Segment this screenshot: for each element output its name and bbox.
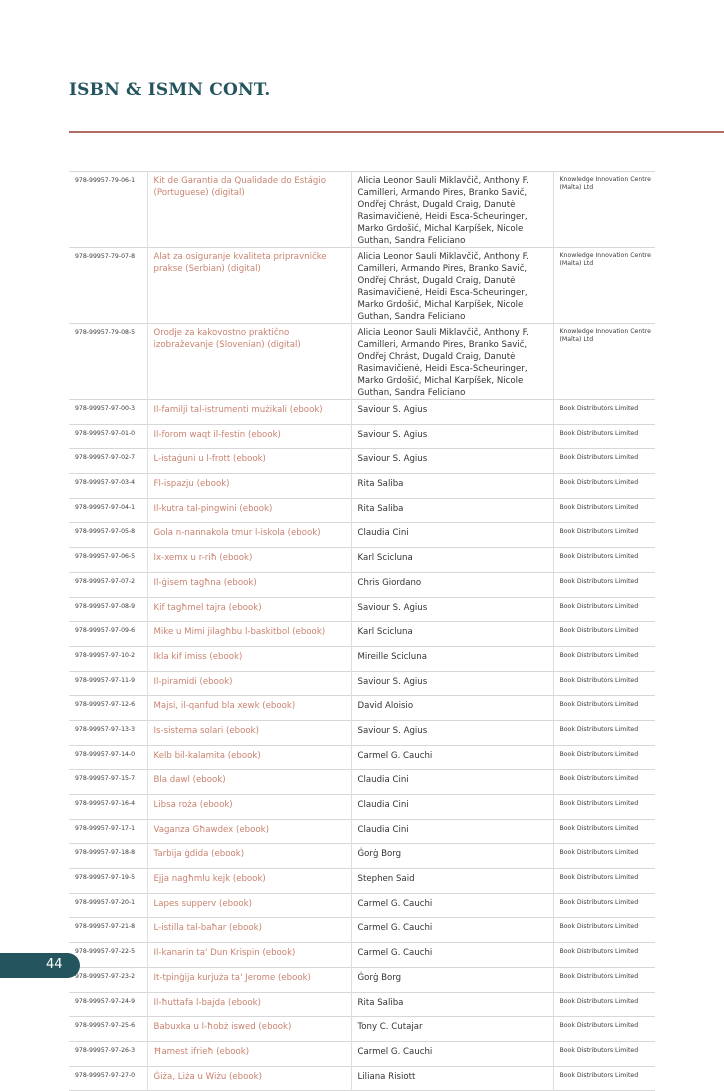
author-name: David Aloisio xyxy=(351,696,553,721)
publisher-name: Book Distributors Limited xyxy=(553,1017,655,1042)
book-title: Majsi, il-qanfud bla xewk (ebook) xyxy=(147,696,351,721)
publisher-name: Book Distributors Limited xyxy=(553,671,655,696)
isbn-number: 978-99957-97-00-3 xyxy=(75,405,136,412)
book-title: Il-kanarin ta' Dun Krispin (ebook) xyxy=(147,943,351,968)
isbn-number: 978-99957-79-08-5 xyxy=(75,329,136,336)
isbn-number: 978-99957-97-02-7 xyxy=(75,454,136,462)
book-title: Kif tagħmel tajra (ebook) xyxy=(147,597,351,622)
author-name: Mireille Scicluna xyxy=(351,646,553,671)
publisher-name: Book Distributors Limited xyxy=(553,1041,655,1066)
publisher-name: Book Distributors Limited xyxy=(553,844,655,869)
isbn-number: 978-99957-97-27-0 xyxy=(75,1071,136,1079)
table-row xyxy=(69,572,655,597)
author-name: Ġorġ Borg xyxy=(351,967,553,992)
isbn-number: 978-99957-97-09-6 xyxy=(75,627,136,635)
table-row xyxy=(69,844,655,869)
isbn-number: 978-99957-79-07-8 xyxy=(75,253,136,260)
isbn-table xyxy=(69,171,655,1091)
table-row xyxy=(69,548,655,573)
author-name: Alicia Leonor Sauli Miklavčič, Anthony F. Camilleri, Armando Pires, Branko Savič, Ondřej Chrást, Dugald Craig, Danutė Rasimavičienė, Heidi Esca-Scheuringer, Marko Grdošić, Michal Karpíšek, Nicole Guthan, Sandra Feliciano xyxy=(351,248,553,324)
author-name: Carmel G. Cauchi xyxy=(351,1041,553,1066)
isbn-number: 978-99957-97-19-5 xyxy=(75,874,136,882)
publisher-name: Book Distributors Limited xyxy=(553,1066,655,1091)
publisher-name: Book Distributors Limited xyxy=(553,474,655,499)
author-name: Tony C. Cutajar xyxy=(351,1017,553,1042)
publisher-name: Book Distributors Limited xyxy=(553,548,655,573)
table-row xyxy=(69,1017,655,1042)
book-title: Tarbija ġdida (ebook) xyxy=(147,844,351,869)
publisher-name: Book Distributors Limited xyxy=(553,696,655,721)
publisher-name: Knowledge Innovation Centre (Malta) Ltd xyxy=(553,172,655,248)
isbn-number: 978-99957-97-04-1 xyxy=(75,503,136,511)
publisher-name: Book Distributors Limited xyxy=(553,720,655,745)
book-title: Gola n-nannakola tmur l-iskola (ebook) xyxy=(147,523,351,548)
author-name: Alicia Leonor Sauli Miklavčič, Anthony F. Camilleri, Armando Pires, Branko Savič, Ondřej Chrást, Dugald Craig, Danutė Rasimavičienė, Heidi Esca-Scheuringer, Marko Grdošić, Michal Karpíšek, Nicole Guthan, Sandra Feliciano xyxy=(351,172,553,248)
publisher-name: Book Distributors Limited xyxy=(553,893,655,918)
book-title: Il-forom waqt il-festin (ebook) xyxy=(147,424,351,449)
book-title: Ħamest ifrieħ (ebook) xyxy=(147,1041,351,1066)
publisher-name: Book Distributors Limited xyxy=(553,498,655,523)
author-name: Rita Saliba xyxy=(351,498,553,523)
isbn-number: 978-99957-79-06-1 xyxy=(75,177,136,184)
author-name: Claudia Cini xyxy=(351,819,553,844)
publisher-name: Book Distributors Limited xyxy=(553,795,655,820)
book-title: It-tpinġija kurjuża ta' Jerome (ebook) xyxy=(147,967,351,992)
isbn-number: 978-99957-97-25-6 xyxy=(75,1022,136,1030)
isbn-number: 978-99957-97-18-8 xyxy=(75,849,136,857)
isbn-number: 978-99957-97-06-5 xyxy=(75,553,136,561)
table-row xyxy=(69,696,655,721)
isbn-number: 978-99957-97-21-8 xyxy=(75,923,136,931)
publisher-name: Book Distributors Limited xyxy=(553,967,655,992)
publisher-name: Book Distributors Limited xyxy=(553,646,655,671)
book-title: L-istilla tal-baħar (ebook) xyxy=(147,918,351,943)
author-name: Stephen Said xyxy=(351,869,553,894)
publisher-name: Book Distributors Limited xyxy=(553,597,655,622)
publisher-name: Book Distributors Limited xyxy=(553,770,655,795)
author-name: Chris Giordano xyxy=(351,572,553,597)
table-row xyxy=(69,918,655,943)
isbn-number: 978-99957-97-10-2 xyxy=(75,651,136,659)
book-title: Libsa roża (ebook) xyxy=(147,795,351,820)
publisher-name: Book Distributors Limited xyxy=(553,449,655,474)
book-title: Il-familji tal-istrumenti mużikali (ebook) xyxy=(147,400,351,425)
book-title: Bla dawl (ebook) xyxy=(147,770,351,795)
author-name: Karl Scicluna xyxy=(351,548,553,573)
isbn-number: 978-99957-97-16-4 xyxy=(75,800,136,807)
table-row xyxy=(69,597,655,622)
book-title: Kit de Garantia da Qualidade do Estágio (Portuguese) (digital) xyxy=(147,172,351,248)
table-row xyxy=(69,449,655,474)
page-number: 44 xyxy=(46,957,63,972)
author-name: Claudia Cini xyxy=(351,770,553,795)
book-title: Lapes supperv (ebook) xyxy=(147,893,351,918)
table-row xyxy=(69,943,655,968)
table-row xyxy=(69,523,655,548)
table-row xyxy=(69,646,655,671)
author-name: Carmel G. Cauchi xyxy=(351,918,553,943)
author-name: Carmel G. Cauchi xyxy=(351,893,553,918)
author-name: Carmel G. Cauchi xyxy=(351,745,553,770)
table-row xyxy=(69,498,655,523)
table-row xyxy=(69,248,655,324)
publisher-name: Book Distributors Limited xyxy=(553,943,655,968)
isbn-number: 978-99957-97-13-3 xyxy=(75,725,136,733)
book-title: Il-ġisem tagħna (ebook) xyxy=(147,572,351,597)
isbn-number: 978-99957-97-15-7 xyxy=(75,775,136,783)
author-name: Carmel G. Cauchi xyxy=(351,943,553,968)
author-name: Saviour S. Agius xyxy=(351,400,553,425)
author-name: Claudia Cini xyxy=(351,795,553,820)
publisher-name: Book Distributors Limited xyxy=(553,572,655,597)
isbn-number: 978-99957-97-07-2 xyxy=(75,577,136,585)
author-name: Rita Saliba xyxy=(351,992,553,1017)
publisher-name: Book Distributors Limited xyxy=(553,918,655,943)
isbn-number: 978-99957-97-23-2 xyxy=(75,972,136,980)
book-title: Orodje za kakovostno praktično izobraževanje (Slovenian) (digital) xyxy=(147,324,351,400)
publisher-name: Book Distributors Limited xyxy=(553,523,655,548)
publisher-name: Book Distributors Limited xyxy=(553,400,655,425)
book-title: Mike u Mimi jilagħbu l-baskitbol (ebook) xyxy=(147,622,351,647)
isbn-number: 978-99957-97-11-9 xyxy=(75,676,136,684)
table-row xyxy=(69,967,655,992)
table-row xyxy=(69,869,655,894)
publisher-name: Book Distributors Limited xyxy=(553,869,655,894)
author-name: Alicia Leonor Sauli Miklavčič, Anthony F. Camilleri, Armando Pires, Branko Savič, Ondřej Chrást, Dugald Craig, Danutė Rasimavičienė, Heidi Esca-Scheuringer, Marko Grdošić, Michal Karpíšek, Nicole Guthan, Sandra Feliciano xyxy=(351,324,553,400)
author-name: Rita Saliba xyxy=(351,474,553,499)
page-title: ISBN & ISMN CONT. xyxy=(69,80,271,100)
table-row xyxy=(69,324,655,400)
publisher-name: Book Distributors Limited xyxy=(553,745,655,770)
table-row xyxy=(69,474,655,499)
publisher-name: Book Distributors Limited xyxy=(553,622,655,647)
table-row xyxy=(69,622,655,647)
isbn-number: 978-99957-97-20-1 xyxy=(75,898,136,906)
table-row xyxy=(69,795,655,820)
author-name: Saviour S. Agius xyxy=(351,449,553,474)
author-name: Claudia Cini xyxy=(351,523,553,548)
table-row xyxy=(69,400,655,425)
table-row xyxy=(69,671,655,696)
book-title: Ġiża, Liża u Wiżu (ebook) xyxy=(147,1066,351,1091)
isbn-number: 978-99957-97-03-4 xyxy=(75,479,136,487)
book-title: Vaganza Għawdex (ebook) xyxy=(147,819,351,844)
author-name: Saviour S. Agius xyxy=(351,597,553,622)
author-name: Liliana Risiott xyxy=(351,1066,553,1091)
isbn-number: 978-99957-97-08-9 xyxy=(75,602,136,610)
author-name: Saviour S. Agius xyxy=(351,424,553,449)
isbn-number: 978-99957-97-24-9 xyxy=(75,997,136,1005)
author-name: Saviour S. Agius xyxy=(351,671,553,696)
book-title: Il-piramidi (ebook) xyxy=(147,671,351,696)
publisher-name: Book Distributors Limited xyxy=(553,992,655,1017)
table-row xyxy=(69,720,655,745)
isbn-number: 978-99957-97-26-3 xyxy=(75,1046,136,1054)
author-name: Saviour S. Agius xyxy=(351,720,553,745)
book-title: Il-ħuttafa l-bajda (ebook) xyxy=(147,992,351,1017)
book-title: Kelb bil-kalamita (ebook) xyxy=(147,745,351,770)
book-title: Ix-xemx u r-riħ (ebook) xyxy=(147,548,351,573)
book-title: Ejja nagħmlu kejk (ebook) xyxy=(147,869,351,894)
book-title: Babuxka u l-ħobż iswed (ebook) xyxy=(147,1017,351,1042)
isbn-number: 978-99957-97-12-6 xyxy=(75,701,136,709)
isbn-number: 978-99957-97-14-0 xyxy=(75,750,136,758)
table-row xyxy=(69,1066,655,1091)
table-row xyxy=(69,1041,655,1066)
isbn-number: 978-99957-97-01-0 xyxy=(75,429,136,437)
publisher-name: Book Distributors Limited xyxy=(553,424,655,449)
publisher-name: Book Distributors Limited xyxy=(553,819,655,844)
book-title: Fl-ispazju (ebook) xyxy=(147,474,351,499)
page-number-tab xyxy=(0,953,80,978)
isbn-number: 978-99957-97-17-1 xyxy=(75,824,136,832)
table-row xyxy=(69,770,655,795)
isbn-number: 978-99957-97-05-8 xyxy=(75,528,136,536)
title-divider xyxy=(69,131,724,133)
publisher-name: Knowledge Innovation Centre (Malta) Ltd xyxy=(553,248,655,324)
table-row xyxy=(69,745,655,770)
book-title: Alat za osiguranje kvaliteta pripravničke prakse (Serbian) (digital) xyxy=(147,248,351,324)
table-row xyxy=(69,819,655,844)
table-row xyxy=(69,172,655,248)
book-title: Is-sistema solari (ebook) xyxy=(147,720,351,745)
table-row xyxy=(69,424,655,449)
book-title: L-istaġuni u l-frott (ebook) xyxy=(147,449,351,474)
publisher-name: Knowledge Innovation Centre (Malta) Ltd xyxy=(553,324,655,400)
table-row xyxy=(69,893,655,918)
table-row xyxy=(69,992,655,1017)
author-name: Ġorġ Borg xyxy=(351,844,553,869)
book-title: Il-kutra tal-pingwini (ebook) xyxy=(147,498,351,523)
author-name: Karl Scicluna xyxy=(351,622,553,647)
isbn-number: 978-99957-97-22-5 xyxy=(75,948,136,956)
book-title: Ikla kif imiss (ebook) xyxy=(147,646,351,671)
